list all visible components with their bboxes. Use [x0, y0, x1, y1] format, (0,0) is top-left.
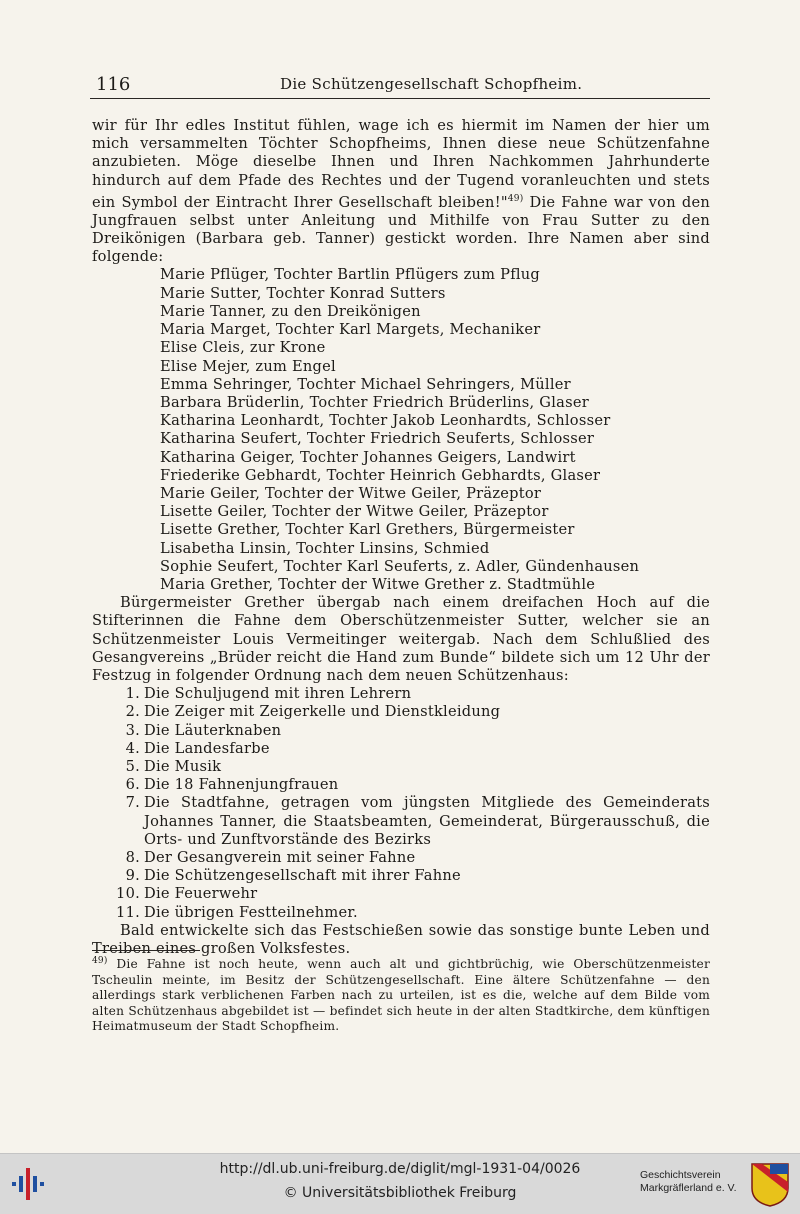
- page-body: [92, 117, 710, 958]
- procession-text: Die 18 Fahnenjungfrauen: [144, 776, 339, 794]
- footnote-text: Die Fahne ist noch heute, wenn auch alt und gichtbrüchig, wie Oberschützenmeister Tscheulin meinte, im Besitz der Schützengesellschaft. Eine ältere Schützenfahne — den allerdings stark verblichenen Farben nach zu urteilen, ist es die, welche auf dem Bilde vom alten Schützenhaus abgebildet ist — befindet sich heute in der alten Stadtkirche, dem künftigen Heimatmuseum der Stadt Schopfheim.: [92, 957, 710, 1034]
- name-entry: Marie Geiler, Tochter der Witwe Geiler, Präzeptor: [160, 484, 542, 502]
- procession-text: Der Gesangverein mit seiner Fahne: [144, 848, 416, 866]
- paragraph-3: Bald entwickelte sich das Festschießen sowie das sonstige bunte Leben und Treiben eines großen Volksfestes.: [92, 921, 710, 957]
- name-entry: Katharina Seufert, Tochter Friedrich Seuferts, Schlosser: [160, 430, 595, 448]
- names-list: [92, 266, 710, 594]
- procession-number: 11.: [116, 903, 140, 921]
- procession-item: [92, 885, 710, 903]
- footer-bar: [0, 1153, 800, 1214]
- procession-item: [92, 740, 710, 758]
- name-entry: Friederike Gebhardt, Tochter Heinrich Gebhardts, Glaser: [160, 466, 601, 484]
- name-entry: Barbara Brüderlin, Tochter Friedrich Brüderlins, Glaser: [160, 393, 589, 411]
- name-entry: Lisabetha Linsin, Tochter Linsins, Schmied: [160, 539, 490, 557]
- procession-number: 1.: [125, 685, 140, 703]
- name-entry: Marie Tanner, zu den Dreikönigen: [160, 302, 421, 320]
- name-entry: Marie Pflüger, Tochter Bartlin Pflügers zum Pflug: [160, 266, 541, 284]
- name-entry: Katharina Geiger, Tochter Johannes Geigers, Landwirt: [160, 448, 576, 466]
- page-number: 116: [96, 74, 131, 95]
- procession-number: 3.: [125, 721, 140, 739]
- name-entry: Katharina Leonhardt, Tochter Jakob Leonhardts, Schlosser: [160, 412, 611, 430]
- procession-number: 4.: [125, 739, 140, 757]
- procession-item: [92, 904, 710, 922]
- procession-number: 10.: [116, 885, 140, 903]
- procession-text: Die Feuerwehr: [144, 885, 258, 903]
- name-entry: Lisette Geiler, Tochter der Witwe Geiler, Präzeptor: [160, 503, 549, 521]
- procession-item: [92, 776, 710, 794]
- procession-item: [92, 722, 710, 740]
- header-rule: [90, 98, 710, 99]
- procession-item: [92, 758, 710, 776]
- procession-number: 2.: [125, 703, 140, 721]
- document-url[interactable]: http://dl.ub.uni-freiburg.de/diglit/mgl-1931-04/0026: [219, 1161, 581, 1177]
- procession-text: Die Läuterknaben: [144, 721, 282, 739]
- name-entry: Marie Sutter, Tochter Konrad Sutters: [160, 284, 446, 302]
- name-entry: Sophie Seufert, Tochter Karl Seuferts, z. Adler, Gündenhausen: [160, 557, 640, 575]
- society-name-line1: Geschichtsverein: [640, 1169, 721, 1181]
- procession-item: [92, 703, 710, 721]
- footnote-mark: 49): [92, 956, 108, 966]
- footnote: [92, 954, 710, 1035]
- procession-item: [92, 685, 710, 703]
- procession-text: Die Stadtfahne, getragen vom jüngsten Mitgliede des Gemeinderats Johannes Tanner, die Staatsbeamten, Gemeinderat, Bürgerausschuß, die Orts- und Zunftvorstände des Bezirks: [144, 794, 710, 848]
- procession-item: [92, 794, 710, 849]
- intro-paragraph: wir für Ihr edles Institut fühlen, wage ich es hiermit im Namen der hier um mich versammelten Töchter Schopfheims, Ihnen diese neue Schützenfahne anzubieten. Möge dieselbe Ihnen und Ihren Nachkommen Jahrhunderte hindurch auf dem Pfade des Rechtes und der Tugend voranleuchten und stets ein Symbol der Eintracht Ihrer Gesellschaft bleiben!"$^{49)}$ Die Fahne war von den Jungfrauen selbst unter Anleitung und Mithilfe von Frau Sutter zu den Dreikönigen (Barbara geb. Tanner) gestickt worden. Ihre Namen aber sind folgende:: [92, 117, 710, 266]
- coat-of-arms-icon[interactable]: [750, 1162, 790, 1208]
- paragraph-2: Bürgermeister Grether übergab nach einem dreifachen Hoch auf die Stifterinnen die Fahne dem Oberschützenmeister Sutter, welcher sie an Schützenmeister Louis Vermeitinger weitergab. Nach dem Schlußlied des Gesangvereins „Brüder reicht die Hand zum Bunde“ bildete sich um 12 Uhr der Festzug in folgender Ordnung nach dem neuen Schützenhaus:: [92, 594, 710, 684]
- society-name-line2: Markgräflerland e. V.: [640, 1182, 737, 1194]
- page-header: [90, 72, 710, 98]
- name-entry: Lisette Grether, Tochter Karl Grethers, Bürgermeister: [160, 521, 575, 539]
- procession-text: Die Zeiger mit Zeigerkelle und Dienstkleidung: [144, 703, 501, 721]
- procession-text: Die übrigen Festteilnehmer.: [144, 903, 358, 921]
- name-entry: Elise Mejer, zum Engel: [160, 357, 336, 375]
- procession-number: 8.: [125, 848, 140, 866]
- name-entry: Maria Grether, Tochter der Witwe Grether z. Stadtmühle: [160, 575, 596, 593]
- running-title: Die Schützengesellschaft Schopfheim.: [280, 75, 583, 93]
- procession-text: Die Landesfarbe: [144, 739, 270, 757]
- society-name[interactable]: [640, 1169, 737, 1195]
- name-entry: Emma Sehringer, Tochter Michael Sehringers, Müller: [160, 375, 571, 393]
- copyright-notice: © Universitätsbibliothek Freiburg: [283, 1185, 517, 1201]
- procession-number: 5.: [125, 757, 140, 775]
- procession-list: [92, 685, 710, 922]
- footnote-rule: [92, 950, 200, 951]
- procession-item: [92, 867, 710, 885]
- name-entry: Elise Cleis, zur Krone: [160, 339, 326, 357]
- name-entry: Maria Marget, Tochter Karl Margets, Mechaniker: [160, 321, 541, 339]
- footnote-ref[interactable]: 49): [507, 193, 524, 204]
- procession-item: [92, 849, 710, 867]
- procession-number: 7.: [125, 794, 140, 812]
- procession-text: Die Schuljugend mit ihren Lehrern: [144, 685, 412, 703]
- procession-number: 9.: [125, 867, 140, 885]
- procession-text: Die Musik: [144, 757, 222, 775]
- procession-number: 6.: [125, 776, 140, 794]
- procession-text: Die Schützengesellschaft mit ihrer Fahne: [144, 867, 461, 885]
